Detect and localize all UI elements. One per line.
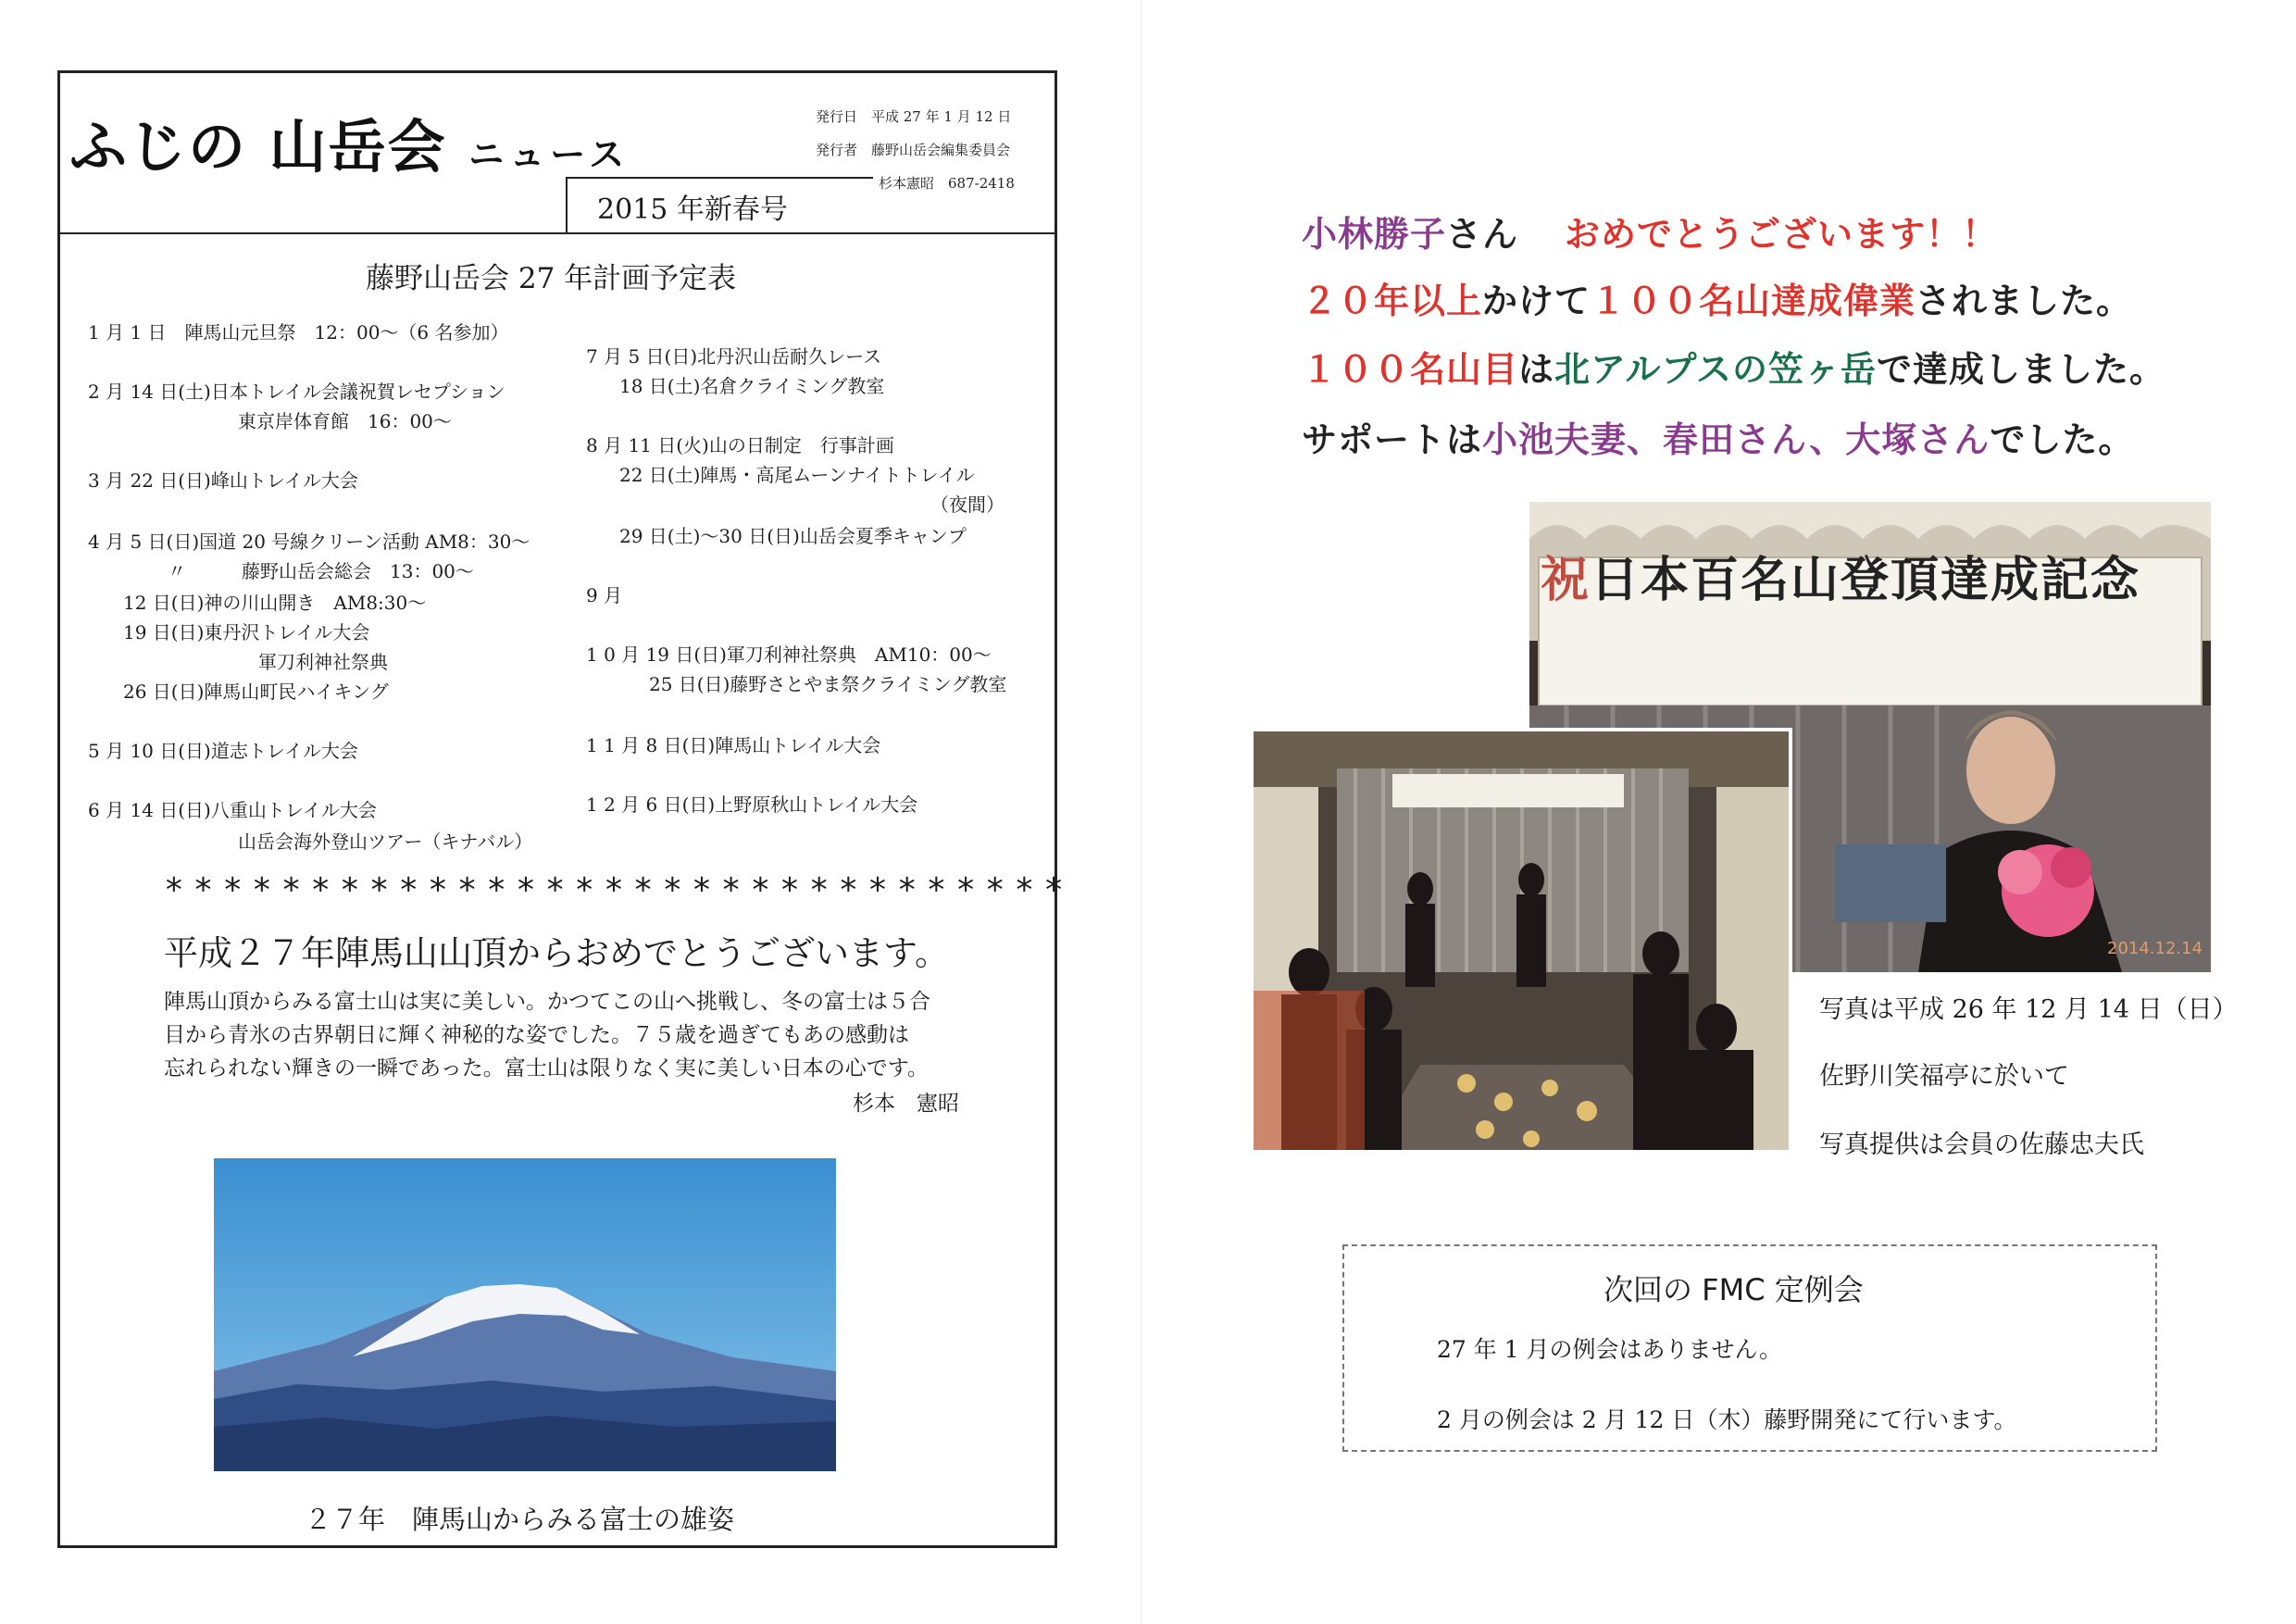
banner-mark: 祝 [1541, 552, 1591, 608]
schedule-item: 山岳会海外登山ツアー（キナバル） [238, 831, 533, 853]
fmc-line: 27 年 1 月の例会はありません。 [1437, 1336, 1783, 1363]
greeting-line: 忘れられない輝きの一瞬であった。富士山は限りなく実に美しい日本の心です。 [164, 1056, 929, 1081]
schedule-item: 東京岸体育館 16：00～ [238, 410, 452, 432]
headline-text: サポートは [1302, 419, 1483, 460]
schedule-item: 軍刀利神社祭典 [258, 651, 388, 673]
headline-line-2 [1302, 272, 2132, 323]
schedule-item: 3 月 22 日(日)峰山トレイル大会 [88, 469, 358, 492]
logo-subtitle: ニュース [468, 134, 630, 175]
issue-date: 発行日 平成 27 年 1 月 12 日 [816, 108, 1012, 125]
schedule-item: 1 月 1 日 陣馬山元旦祭 12：00～（6 名参加） [88, 321, 509, 344]
headline-text: かけて [1482, 281, 1591, 321]
honorific: さん [1446, 214, 1519, 255]
photo-info-line: 写真提供は会員の佐藤忠夫氏 [1819, 1131, 2144, 1159]
fmc-line: 2 月の例会は 2 月 12 日（木）藤野開発にて行います。 [1437, 1406, 2017, 1433]
contact: 杉本憲昭 687-2418 [879, 175, 1015, 192]
greeting-line: 目から青氷の古界朝日に輝く神秘的な姿でした。７５歳を過ぎてもあの感動は [164, 1023, 909, 1047]
headline-text: で達成しました。 [1877, 349, 2166, 390]
schedule-item: 1 2 月 6 日(日)上野原秋山トレイル大会 [586, 793, 918, 816]
schedule-item: 8 月 11 日(火)山の日制定 行事計画 [586, 434, 894, 456]
banner-title: 日本百名山登頂達成記念 [1591, 552, 2141, 608]
party-room-illustration [1254, 731, 1792, 1154]
photo-info-line: 写真は平成 26 年 12 月 14 日（日） [1819, 995, 2238, 1024]
schedule-item: 5 月 10 日(日)道志トレイル大会 [88, 740, 358, 762]
schedule-item: 9 月 [586, 584, 623, 606]
star-divider: ******************************* [164, 871, 1073, 909]
greeting-line: 陣馬山頂からみる富士山は実に美しい。かつてこの山へ挑戦し、冬の富士は５合 [164, 990, 930, 1014]
headline-text: されました。 [1915, 281, 2133, 321]
greeting-title: 平成２７年陣馬山山頂からおめでとうございます。 [164, 933, 950, 973]
page-fold [1141, 0, 1142, 1624]
schedule-item: 6 月 14 日(日)八重山トレイル大会 [88, 799, 377, 821]
photo-caption: ２７年 陣馬山からみる富士の雄姿 [305, 1504, 735, 1535]
mt-fuji-illustration [214, 1158, 836, 1471]
fmc-meeting-box [1342, 1244, 2157, 1452]
headline-text: は [1518, 349, 1555, 390]
photo-timestamp: 2014.12.14 [2107, 939, 2203, 958]
congratulations-text: おめでとうございます！！ [1565, 214, 1999, 255]
publisher: 発行者 藤野山岳会編集委員会 [816, 142, 1011, 158]
headline-location: 北アルプスの笠ヶ岳 [1554, 349, 1877, 390]
schedule-item: 1 1 月 8 日(日)陣馬山トレイル大会 [586, 734, 881, 756]
schedule-item: 2 月 14 日(土)日本トレイル会議祝賀レセプション [88, 381, 505, 403]
newsletter-logo [69, 101, 630, 183]
schedule-item: 4 月 5 日(日)国道 20 号線クリーン活動 AM8：30～ [88, 531, 530, 553]
party-room-photo [1250, 728, 1792, 1154]
headline-emphasis: ２０年以上 [1302, 281, 1483, 321]
member-name: 小林勝子 [1302, 214, 1447, 255]
schedule-item: 22 日(土)陣馬・高尾ムーンナイトトレイル [619, 464, 975, 486]
schedule-item: 29 日(土)～30 日(日)山岳会夏季キャンプ [619, 525, 967, 547]
schedule-item: 12 日(日)神の川山開き AM8:30～ [123, 592, 427, 614]
schedule-item: 26 日(日)陣馬山町民ハイキング [123, 681, 389, 703]
issue-label: 2015 年新春号 [597, 194, 788, 226]
schedule-item: 1 0 月 19 日(日)軍刀利神社祭典 AM10：00～ [586, 643, 992, 666]
schedule-item: 7 月 5 日(日)北丹沢山岳耐久レース [586, 345, 882, 368]
headline-text: でした。 [1990, 419, 2135, 460]
headline-line-1 [1302, 206, 1998, 256]
headline-emphasis: １００名山目 [1302, 349, 1519, 390]
header-divider [60, 232, 1054, 234]
logo-title: ふじの 山岳会 [69, 113, 447, 181]
schedule-item: 25 日(日)藤野さとやま祭クライミング教室 [649, 673, 1007, 695]
headline-line-4 [1302, 411, 2134, 462]
schedule-item: （夜間） [930, 493, 1004, 516]
schedule-item: 19 日(日)東丹沢トレイル大会 [123, 621, 370, 643]
greeting-author: 杉本 憲昭 [853, 1092, 959, 1116]
schedule-title: 藤野山岳会 27 年計画予定表 [366, 262, 737, 295]
photo-info-line: 佐野川笑福亭に於いて [1819, 1062, 2069, 1091]
fmc-title: 次回の FMC 定例会 [1603, 1272, 1864, 1307]
schedule-item: 18 日(土)名倉クライミング教室 [619, 375, 885, 397]
newsletter-left-page [57, 70, 1073, 1548]
supporter-names: 小池夫妻、春田さん、大塚さん [1482, 419, 1990, 460]
banner-text [1541, 541, 2140, 610]
headline-emphasis: １００名山達成偉業 [1591, 281, 1916, 321]
headline-line-3 [1302, 341, 2165, 392]
mt-fuji-photo [214, 1158, 836, 1471]
schedule-item: 〃 藤野山岳会総会 13：00～ [168, 560, 474, 582]
